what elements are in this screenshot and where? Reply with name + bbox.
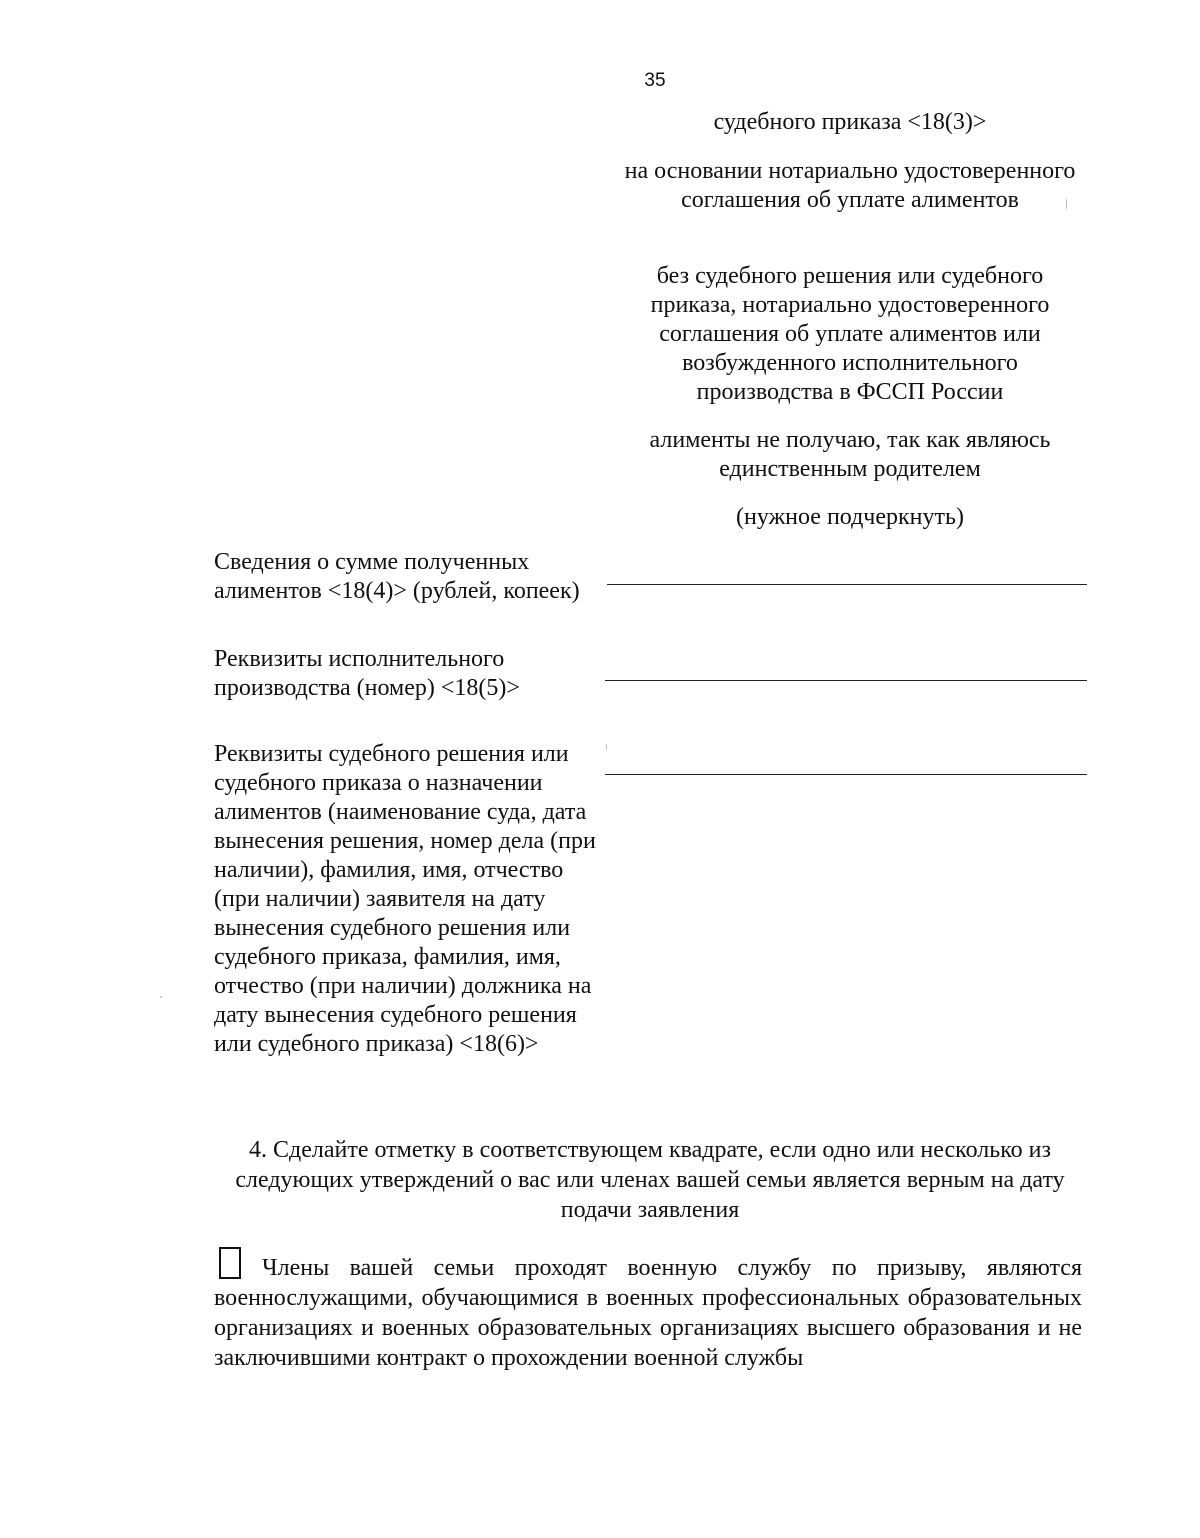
option-no-court-decision: без судебного решения или судебного приказа, нотариально удостоверенного соглашения об уплате алиментов или возбужденного исполнительного производства в ФССП России: [650, 263, 1050, 405]
alimony-amount-label: Сведения о сумме полученных алиментов <18(4)> (рублей, копеек): [214, 549, 580, 604]
option-court-order: судебного приказа <18(3)>: [713, 109, 987, 135]
option-single-parent: алименты не получаю, так как являюсь единственным родителем: [649, 427, 1051, 482]
page-number: 35: [644, 70, 666, 91]
alimony-amount-field[interactable]: [607, 584, 1087, 585]
enforcement-proceedings-field[interactable]: [605, 680, 1087, 681]
underline-hint: (нужное подчеркнуть): [736, 504, 964, 530]
section-4-heading: 4. Сделайте отметку в соответствующем квадрате, если одно или несколько из следующих утверждений о вас или членах вашей семьи является верным на дату подачи заявления: [235, 1137, 1065, 1223]
court-decision-field[interactable]: [605, 774, 1087, 775]
court-decision-label: Реквизиты судебного решения или судебного приказа о назначении алиментов (наименование суда, дата вынесения решения, номер дела (при наличии), фамилия, имя, отчество (при наличии) заявителя на дату вынесения судебного решения или судебного приказа, фамилия, имя, отчество (при наличии) должника на дату вынесения судебного решения или судебного приказа) <18(6)>: [214, 741, 596, 1057]
scan-speck: [160, 996, 162, 998]
enforcement-proceedings-label: Реквизиты исполнительного производства (номер) <18(5)>: [214, 646, 520, 701]
scan-speck: [606, 744, 607, 750]
military-service-statement: Члены вашей семьи проходят военную службу по призыву, являются военнослужащими, обучающимися в военных профессиональных образовательных организациях и военных образовательных организациях высшего образования и не заключившими контракт о прохождении военной службы: [214, 1255, 1082, 1371]
option-notarial-agreement: на основании нотариально удостоверенного соглашения об уплате алиментов: [624, 158, 1076, 213]
scan-speck: [1066, 199, 1067, 209]
